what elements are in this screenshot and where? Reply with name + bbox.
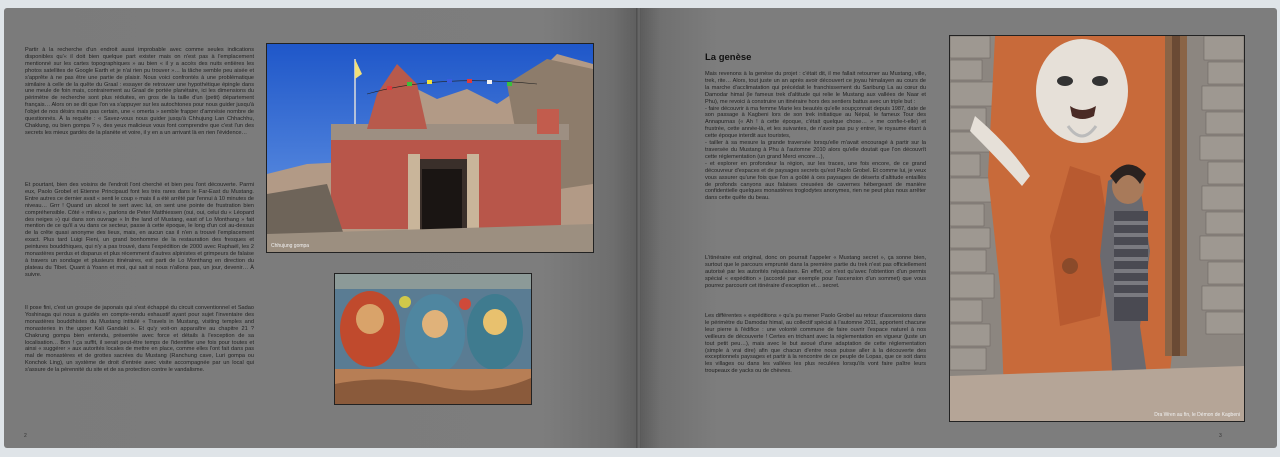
- demon-photo: [949, 35, 1245, 422]
- monastery-photo-caption: Chhujung gompa: [271, 243, 310, 249]
- right-paragraph-2: L'itinéraire est original, donc on pourrait l'appeler « Mustang secret », ça sonne bien, surtout que le parcours emprunté dans la première partie du trek n'est pas officiellement autorisé par les autorités népalaises. En effet, ce n'est qu'avec l'obtention d'un permis spécial « expédition » (accordé par exemple pour l'ascension d'un sommet) que vous pourrez parcourir cet itinéraire d'exception et… secret.: [705, 255, 926, 289]
- left-paragraph-1: Partir à la recherche d'un endroit aussi improbable avec comme seules indications disponibles qu'« il doit bien quelque part exister mais on n'est pas à l'emplacement mentionné sur les cartes topographiques » au bien « il y a accès des nuits entières les photos satellites de Google Earth et je n'ai rien pu trouver »… la tâche semble peu aisée et s'apprête à ne pas être une partie de plaisir. Nous voici confrontés à une problématique similaire à celle de la quête du Graal : essayer de retrouver une hypothétique épingle dans une meule de foin mais, contrairement au Graal de portée planétaire, ici les dimensions du périmètre de recherche sont plus réduites, en gros de la taille d'un (petit) département français… Alors on se dit que l'on va s'appuyer sur les autochtones pour nous guider jusqu'à l'objet de nos désirs mais pas certain, une « omerta » semble frapper d'amnésie nombre de questionnés. À la requête : « Savez-vous nous guider jusqu'à Chhujung Lan Chhachhu, Chaklung, ou bien gompa ? », des yeux malicieux vous font comprendre que c'est l'un des secrets les mieux gardés de la planète et voire, il y en a un arrivant là en rien l'évidence…: [25, 47, 254, 136]
- left-page: [4, 8, 638, 448]
- left-paragraph-3: Il pose fini, c'est un groupe de japonais qui s'est échappé du circuit conventionnel et Sadao Yoshinaga qui nous a guidés en compte-rendu exhaustif ayant pour sujet l'inventaire des monastères bouddhistes du Mustang intitulé « Travels in Mustang, visiting temples and monasteries in the upper Kali Gandaki ». Et qu'y voit-on apparaître au chapitre 21 ? Chakrung gompa bien entendu, présentée avec force et détails à l'exception de sa localisation… Bon ! ça suffit, il serait peut-être temps de l'identifier une fois pour toutes et ainsi « suggérer » aux autorités locales de mettre en place, comme elles l'ont fait dans pas mal de monastères et de grottes sacrées du Mustang (Ranchung cave, Luri gompa ou Konchok Ling), un système de droit d'entrée avec visite accompagnée par un local qui s'assure de la pérennité du site et de sa protection contre le vandalisme.: [25, 305, 254, 374]
- right-paragraph-1: Mais revenons à la genèse du projet : c'était dit, il me fallait retourner au Mustang, ville, trek, rite… Alors, tout juste un an après avoir découvert ce joyau himalayen au cours de la marche d'acclimatation qui précédait le franchissement du Saribung La au cœur du Damodar himal (le fameux trek d'altitude qui relie le Mustang aux vallées de Naar et Phu), me revoici à construire un itinéraire hors des sentiers battus avec un triple but : - faire découvrir à ma femme Marie les beautés qu'elle soupçonnait depuis 1987, date de son passage à Kagbeni lors de son trek initiatique au Népal, le fameux Tour des Annapurnas (« Ah ! à cette époque, c'était quelque chose… » me confie-t-elle) et frustrée, cette année-là, et les suivantes, de n'avoir pas pu y entrer, le royaume étant à cette époque interdit aux touristes, - tailler à sa mesure la grande traversée lorsqu'elle m'avait encouragé à partir sur la traversée du Mustang à Phu à l'automne 2010 alors qu'elle doutait que l'on découvrît cette réglementation (un grand Merci encore…), - et explorer en profondeur la région, sur les traces, une fois encore, de ce grand découvreur d'espaces et de paysages secrets qu'est Paolo Grobel. Et comme lui, je veux vous assurer qu'une fois que l'on a goûté à ces paysages de déserts d'altitude entaillés de profonds canyons aux falaises creusées de cavernes hébergeant de manière confidentielle quelques monastères troglodytes anonymes, rien ne peut plus nous arrêter dans cette quête du beau.: [705, 71, 926, 202]
- right-page: [641, 8, 1277, 448]
- right-page-number: 3: [1219, 433, 1222, 439]
- right-paragraph-3: Les différentes « expéditions » qu'a pu mener Paolo Grobel au retour d'ascensions dans le périmètre du Damodar himal, au collectif spécial à l'automne 2011, apportent chacune leur pierre à l'édifice : une volonté commune de faire ouvrir l'espace naturel à nos veilleurs de découverte ! Certes en trichant avec la réglementation en vigueur (juste un tout petit peu…), mais avec le but avoué d'une adaptation de cette réglementation (simple à vrai dire) afin que chacun d'entre nous puisse aller à la découverte des exceptionnels paysages et partir à la rencontre de ce peuple de Lopas, que ce soit dans les villages ou dans les vallées les plus reculées lorsqu'ils vont faire paître leurs troupeaux de yacks ou de chèvres.: [705, 313, 926, 375]
- demon-photo-caption: Dra Wren au fin, le Démon de Kagbeni: [1154, 412, 1240, 418]
- fresco-photo-image: [335, 274, 531, 404]
- left-paragraph-2: Et pourtant, bien des voisins de l'endroit l'ont cherché et bien peu l'ont découverte. Parmi eux, Paolo Grobel et Etienne Principaud font les très rares dans le Far-East du Mustang. Entre autres ce dernier avait « senti le coup » mais il a été arrêté par l'ennui à 10 minutes de niveau… Grrr ! Quand un alcool te sert avec lui, on sent une pointe de frustration bien compréhensible. Côté « milieu », parlons de Peter Matthiessen (oui, oui, celui du « Léopard des neiges ») qui dans son ouvrage « In the land of Mustang, east of Lo Monthang » fait mention de ce qu'il a vu dans ce secteur, passe à cette époque, le long d'un col au-dessus de la crête quasi anonyme des lieux, mais, en aucun cas il n'en a trouvé l'emplacement exact. Plus tard Luigi Fieni, un grand bonhomme de la restauration des fresques et peintures bouddhiques, qui n'y a pas trouvé, dans l'expédition de 2000 avec Raphaël, les 2 monastères perdus et disparus et plus récemment d'autres alpinistes et grimpeurs de falaise à travers un sondage et plusieurs itinéraires, est parti de Lo Monthang en direction du plateau du Tibet. Quant à Yoann et moi, qui sait si nous n'allons pas, un jour, devenir… À suivre.: [25, 182, 254, 278]
- demon-photo-image: [950, 36, 1244, 421]
- monastery-photo-image: [267, 44, 593, 252]
- section-heading: La genèse: [705, 52, 752, 63]
- fresco-photo: [334, 273, 532, 405]
- monastery-photo: [266, 43, 594, 253]
- left-page-number: 2: [24, 433, 27, 439]
